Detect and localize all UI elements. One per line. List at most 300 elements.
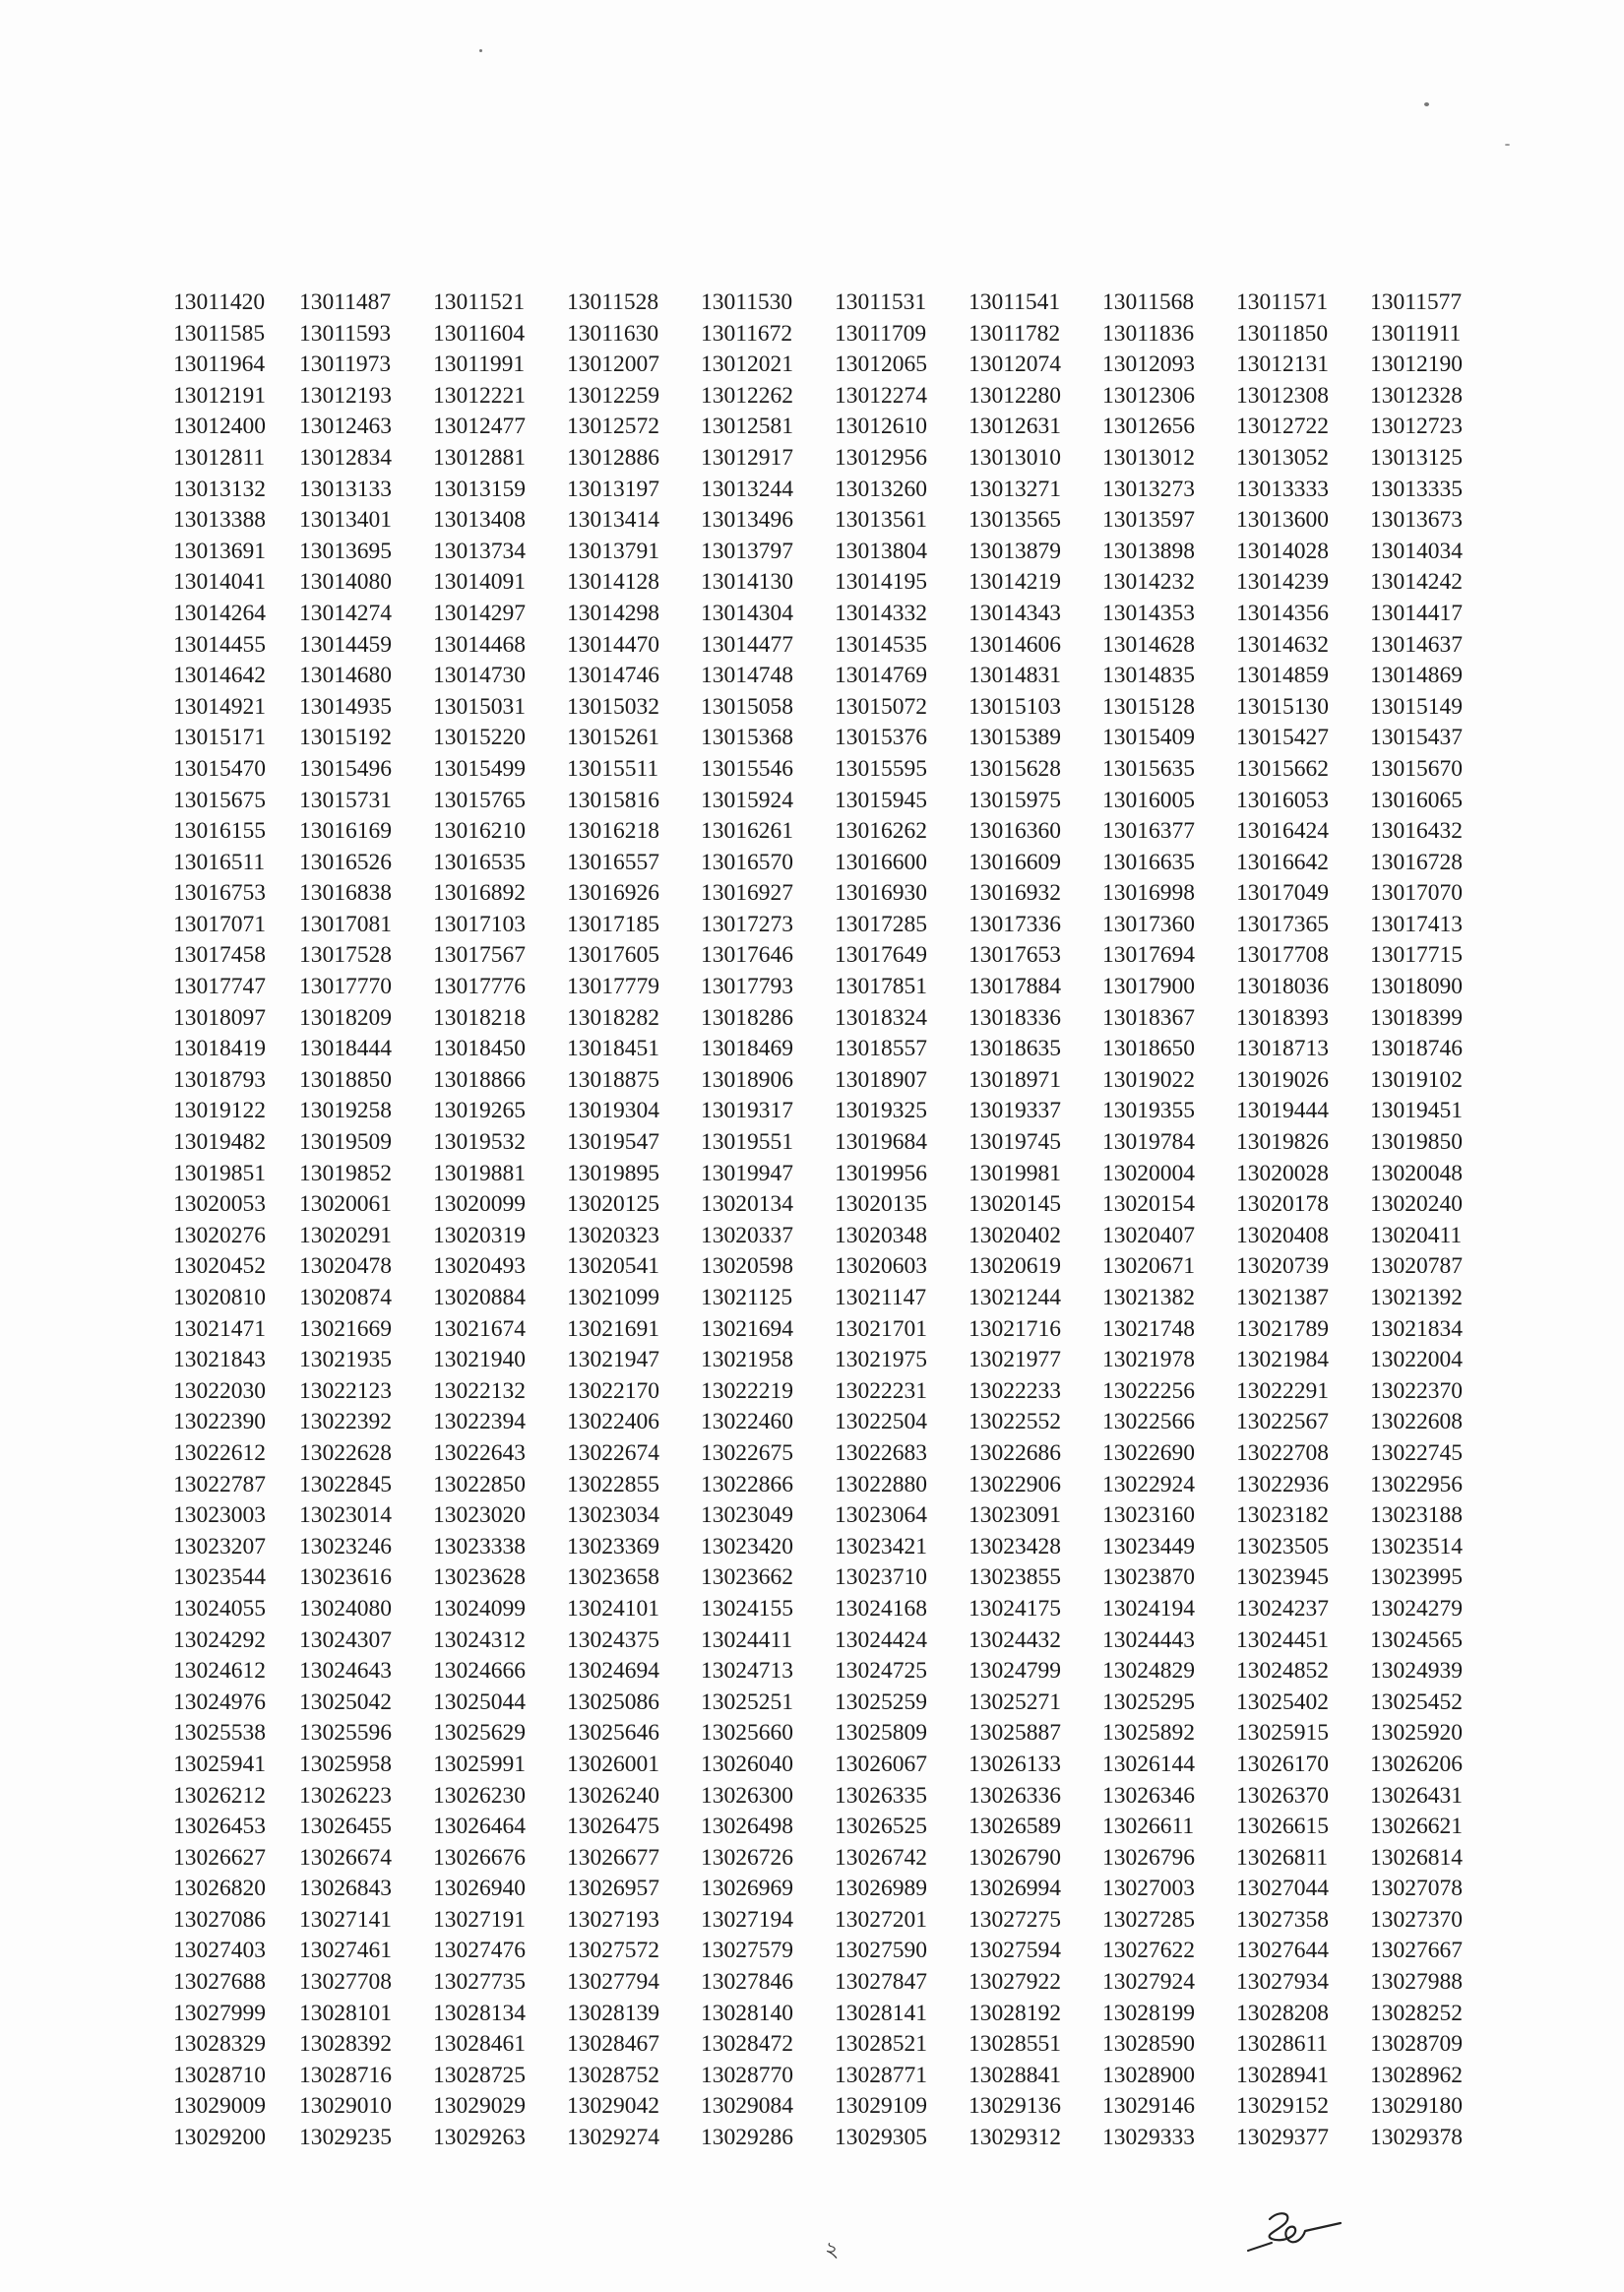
roll-number-cell: 13016169 [299,818,392,845]
roll-number-cell: 13026212 [173,1782,266,1809]
table-row [165,1189,1504,1221]
roll-number-cell: 13022219 [701,1377,793,1404]
roll-number-cell: 13012881 [433,444,526,471]
roll-number-cell: 13025251 [701,1688,793,1715]
roll-number-cell: 13021471 [173,1315,266,1342]
roll-number-cell: 13020061 [299,1191,392,1218]
roll-number-cell: 13016728 [1370,849,1463,875]
table-row [165,910,1504,941]
roll-number-cell: 13019684 [835,1129,927,1156]
roll-number-cell: 13014477 [701,631,793,658]
roll-number-cell: 13022850 [433,1471,526,1497]
roll-number-cell: 13015628 [968,755,1061,782]
roll-number-cell: 13013133 [299,476,392,502]
roll-number-cell: 13014274 [299,600,392,626]
roll-number-cell: 13017605 [567,942,659,969]
roll-number-cell: 13026223 [299,1782,392,1809]
roll-number-cell: 13015072 [835,693,927,720]
roll-number-cell: 13016838 [299,880,392,907]
roll-number-cell: 13019532 [433,1129,526,1156]
roll-number-cell: 13022924 [1102,1471,1195,1497]
table-row [165,2091,1504,2123]
page-number: ২ [825,2237,840,2261]
roll-number-cell: 13024612 [173,1658,266,1685]
roll-number-cell: 13020598 [701,1253,793,1280]
roll-number-cell: 13019551 [701,1129,793,1156]
roll-number-cell: 13027846 [701,1969,793,1996]
roll-number-cell: 13011420 [173,289,266,315]
roll-number-cell: 13025958 [299,1751,392,1777]
roll-number-cell: 13012656 [1102,414,1195,440]
roll-number-cell: 13011571 [1236,289,1329,315]
roll-number-cell: 13028770 [701,2062,793,2088]
roll-number-cell: 13013273 [1102,476,1195,502]
roll-number-cell: 13013597 [1102,507,1195,534]
roll-number-cell: 13016570 [701,849,793,875]
roll-number-cell: 13013691 [173,538,266,564]
roll-number-cell: 13028841 [968,2062,1061,2088]
roll-number-cell: 13023710 [835,1564,927,1591]
roll-number-cell: 13021935 [299,1347,392,1373]
roll-number-cell: 13018635 [968,1036,1061,1062]
table-row [165,1936,1504,1967]
roll-number-cell: 13014835 [1102,663,1195,689]
roll-number-cell: 13017365 [1236,911,1329,937]
roll-number-cell: 13012007 [567,351,659,378]
roll-number-cell: 13012917 [701,444,793,471]
roll-number-cell: 13024725 [835,1658,927,1685]
roll-number-cell: 13023995 [1370,1564,1463,1591]
roll-number-cell: 13015032 [567,693,659,720]
roll-number-cell: 13019022 [1102,1066,1195,1093]
roll-number-cell: 13020739 [1236,1253,1329,1280]
roll-number-cell: 13012193 [299,382,392,409]
roll-number-cell: 13014080 [299,569,392,596]
roll-number-cell: 13015731 [299,787,392,813]
roll-number-cell: 13029109 [835,2093,927,2120]
table-row [165,1687,1504,1719]
roll-number-cell: 13024411 [701,1626,793,1653]
roll-number-cell: 13017103 [433,911,526,937]
roll-number-cell: 13028771 [835,2062,927,2088]
roll-number-cell: 13012065 [835,351,927,378]
roll-number-cell: 13014028 [1236,538,1329,564]
roll-number-cell: 13024424 [835,1626,927,1653]
table-row [165,630,1504,662]
roll-number-cell: 13024237 [1236,1595,1329,1622]
roll-number-cell: 13018850 [299,1066,392,1093]
roll-number-cell: 13022675 [701,1439,793,1466]
roll-number-cell: 13013197 [567,476,659,502]
roll-number-cell: 13026843 [299,1876,392,1902]
roll-number-cell: 13026676 [433,1844,526,1871]
roll-number-cell: 13027999 [173,2000,266,2026]
roll-number-cell: 13022906 [968,1471,1061,1497]
roll-number-cell: 13016526 [299,849,392,875]
roll-number-cell: 13013125 [1370,444,1463,471]
table-row [165,1718,1504,1750]
roll-number-cell: 13022552 [968,1409,1061,1435]
roll-number-cell: 13015662 [1236,755,1329,782]
roll-number-cell: 13027275 [968,1906,1061,1933]
roll-number-cell: 13028140 [701,2000,793,2026]
roll-number-cell: 13021392 [1370,1285,1463,1310]
table-row [165,2123,1504,2154]
roll-number-cell: 13022132 [433,1377,526,1404]
roll-number-cell: 13020323 [567,1222,659,1248]
roll-number-cell: 13011964 [173,351,266,378]
roll-number-cell: 13022690 [1102,1439,1195,1466]
roll-number-cell: 13023091 [968,1502,1061,1529]
roll-number-cell: 13022612 [173,1439,266,1466]
roll-number-cell: 13028551 [968,2031,1061,2058]
table-row [165,1532,1504,1563]
roll-number-cell: 13020134 [701,1191,793,1218]
roll-number-cell: 13022936 [1236,1471,1329,1497]
roll-number-cell: 13026615 [1236,1814,1329,1840]
roll-number-cell: 13017273 [701,911,793,937]
roll-number-cell: 13011541 [968,289,1061,315]
roll-number-cell: 13015261 [567,725,659,751]
roll-number-cell: 13017793 [701,974,793,1000]
roll-number-cell: 13023064 [835,1502,927,1529]
roll-number-cell: 13016892 [433,880,526,907]
roll-number-cell: 13028208 [1236,2000,1329,2026]
roll-number-cell: 13029378 [1370,2125,1463,2151]
roll-number-cell: 13025538 [173,1720,266,1747]
roll-number-cell: 13026144 [1102,1751,1195,1777]
roll-number-cell: 13020319 [433,1222,526,1248]
table-row [165,1065,1504,1097]
roll-number-cell: 13026230 [433,1782,526,1809]
roll-number-cell: 13021789 [1236,1315,1329,1342]
roll-number-cell: 13011709 [835,320,927,347]
roll-number-cell: 13018451 [567,1036,659,1062]
roll-number-cell: 13012477 [433,414,526,440]
roll-number-cell: 13012274 [835,382,927,409]
roll-number-cell: 13027044 [1236,1876,1329,1902]
roll-number-cell: 13021674 [433,1315,526,1342]
roll-number-cell: 13028192 [968,2000,1061,2026]
roll-number-cell: 13018875 [567,1066,659,1093]
roll-number-cell: 13022004 [1370,1347,1463,1373]
roll-number-cell: 13023945 [1236,1564,1329,1591]
roll-number-cell: 13026790 [968,1844,1061,1871]
roll-number-cell: 13012886 [567,444,659,471]
roll-number-cell: 13015058 [701,693,793,720]
roll-number-cell: 13017776 [433,974,526,1000]
roll-number-cell: 13028461 [433,2031,526,2058]
roll-number-cell: 13013132 [173,476,266,502]
roll-number-cell: 13014041 [173,569,266,596]
roll-number-cell: 13015389 [968,725,1061,751]
roll-number-cell: 13021984 [1236,1347,1329,1373]
roll-number-cell: 13018450 [433,1036,526,1062]
roll-number-cell: 13016261 [701,818,793,845]
roll-number-cell: 13019895 [567,1160,659,1186]
roll-number-cell: 13018393 [1236,1004,1329,1031]
roll-number-cell: 13019956 [835,1160,927,1186]
roll-number-cell: 13019337 [968,1098,1061,1124]
roll-number-cell: 13017708 [1236,942,1329,969]
roll-number-cell: 13020154 [1102,1191,1195,1218]
roll-number-cell: 13012722 [1236,414,1329,440]
roll-number-cell: 13025452 [1370,1688,1463,1715]
roll-number-cell: 13020276 [173,1222,266,1248]
roll-number-cell: 13017458 [173,942,266,969]
table-row [165,319,1504,350]
roll-number-cell: 13029152 [1236,2093,1329,2120]
roll-number-cell: 13026067 [835,1751,927,1777]
roll-number-cell: 13014921 [173,693,266,720]
roll-number-cell: 13024080 [299,1595,392,1622]
roll-number-cell: 13023207 [173,1533,266,1560]
roll-number-cell: 13026455 [299,1814,392,1840]
roll-number-cell: 13020541 [567,1253,659,1280]
roll-number-cell: 13020603 [835,1253,927,1280]
roll-number-cell: 13020004 [1102,1160,1195,1186]
roll-number-cell: 13021978 [1102,1347,1195,1373]
roll-number-cell: 13014353 [1102,600,1195,626]
signature [1242,2205,1360,2255]
roll-number-cell: 13014304 [701,600,793,626]
roll-number-cell: 13026611 [1102,1814,1195,1840]
roll-number-table [165,287,1504,2154]
roll-number-cell: 13015975 [968,787,1061,813]
roll-number-cell: 13020291 [299,1222,392,1248]
roll-number-cell: 13018209 [299,1004,392,1031]
roll-number-cell: 13015409 [1102,725,1195,751]
roll-number-cell: 13015031 [433,693,526,720]
roll-number-cell: 13022231 [835,1377,927,1404]
roll-number-cell: 13025887 [968,1720,1061,1747]
roll-number-cell: 13015130 [1236,693,1329,720]
roll-number-cell: 13020874 [299,1285,392,1310]
roll-number-cell: 13012572 [567,414,659,440]
roll-number-cell: 13028101 [299,2000,392,2026]
table-row [165,599,1504,630]
roll-number-cell: 13015470 [173,755,266,782]
roll-number-cell: 13020028 [1236,1160,1329,1186]
roll-number-cell: 13015546 [701,755,793,782]
roll-number-table-body [165,287,1504,2154]
roll-number-cell: 13024666 [433,1658,526,1685]
roll-number-cell: 13022855 [567,1471,659,1497]
roll-number-cell: 13015595 [835,755,927,782]
roll-number-cell: 13027141 [299,1906,392,1933]
roll-number-cell: 13017900 [1102,974,1195,1000]
roll-number-cell: 13021387 [1236,1285,1329,1310]
roll-number-cell: 13012956 [835,444,927,471]
roll-number-cell: 13019026 [1236,1066,1329,1093]
roll-number-cell: 13020125 [567,1191,659,1218]
roll-number-cell: 13020452 [173,1253,266,1280]
roll-number-cell: 13028725 [433,2062,526,2088]
roll-number-cell: 13023020 [433,1502,526,1529]
roll-number-cell: 13014297 [433,600,526,626]
roll-number-cell: 13017528 [299,942,392,969]
roll-number-cell: 13029235 [299,2125,392,2151]
roll-number-cell: 13025596 [299,1720,392,1747]
roll-number-cell: 13017081 [299,911,392,937]
roll-number-cell: 13018906 [701,1066,793,1093]
roll-number-cell: 13017070 [1370,880,1463,907]
roll-number-cell: 13012021 [701,351,793,378]
roll-number-cell: 13014298 [567,600,659,626]
roll-number-cell: 13016635 [1102,849,1195,875]
roll-number-cell: 13013052 [1236,444,1329,471]
roll-number-cell: 13013496 [701,507,793,534]
roll-number-cell: 13026742 [835,1844,927,1871]
roll-number-cell: 13014637 [1370,631,1463,658]
table-row [165,381,1504,413]
roll-number-cell: 13026336 [968,1782,1061,1809]
roll-number-cell: 13027622 [1102,1938,1195,1964]
roll-number-cell: 13017285 [835,911,927,937]
roll-number-cell: 13014632 [1236,631,1329,658]
roll-number-cell: 13021125 [701,1285,793,1310]
roll-number-cell: 13019355 [1102,1098,1195,1124]
roll-number-cell: 13027667 [1370,1938,1463,1964]
roll-number-cell: 13023160 [1102,1502,1195,1529]
roll-number-cell: 13019265 [433,1098,526,1124]
roll-number-cell: 13022880 [835,1471,927,1497]
roll-number-cell: 13027086 [173,1906,266,1933]
roll-number-cell: 13013734 [433,538,526,564]
roll-number-cell: 13029084 [701,2093,793,2120]
table-row [165,505,1504,537]
table-row [165,1096,1504,1127]
roll-number-cell: 13022686 [968,1439,1061,1466]
roll-number-cell: 13028252 [1370,2000,1463,2026]
roll-number-cell: 13026989 [835,1876,927,1902]
roll-number-cell: 13028752 [567,2062,659,2088]
roll-number-cell: 13019444 [1236,1098,1329,1124]
roll-number-cell: 13027285 [1102,1906,1195,1933]
table-row [165,1500,1504,1532]
roll-number-cell: 13022170 [567,1377,659,1404]
roll-number-cell: 13021748 [1102,1315,1195,1342]
roll-number-cell: 13026940 [433,1876,526,1902]
roll-number-cell: 13012328 [1370,382,1463,409]
roll-number-cell: 13016535 [433,849,526,875]
roll-number-cell: 13024055 [173,1595,266,1622]
table-row [165,1376,1504,1408]
roll-number-cell: 13021940 [433,1347,526,1373]
table-row [165,786,1504,817]
roll-number-cell: 13023544 [173,1564,266,1591]
roll-number-cell: 13026040 [701,1751,793,1777]
roll-number-cell: 13018282 [567,1004,659,1031]
roll-number-cell: 13017185 [567,911,659,937]
roll-number-cell: 13018713 [1236,1036,1329,1062]
roll-number-cell: 13013333 [1236,476,1329,502]
roll-number-cell: 13014219 [968,569,1061,596]
roll-number-cell: 13016753 [173,880,266,907]
roll-number-cell: 13014455 [173,631,266,658]
roll-number-cell: 13022390 [173,1409,266,1435]
roll-number-cell: 13026170 [1236,1751,1329,1777]
roll-number-cell: 13028521 [835,2031,927,2058]
roll-number-cell: 13028716 [299,2062,392,2088]
roll-number-cell: 13025646 [567,1720,659,1747]
roll-number-cell: 13021099 [567,1285,659,1310]
table-row [165,1470,1504,1501]
table-row [165,692,1504,724]
roll-number-cell: 13014232 [1102,569,1195,596]
roll-number-cell: 13025809 [835,1720,927,1747]
roll-number-cell: 13029305 [835,2125,927,2151]
roll-number-cell: 13019852 [299,1160,392,1186]
roll-number-cell: 13026811 [1236,1844,1329,1871]
roll-number-cell: 13012306 [1102,382,1195,409]
roll-number-cell: 13025941 [173,1751,266,1777]
roll-number-cell: 13020337 [701,1222,793,1248]
roll-number-cell: 13015376 [835,725,927,751]
roll-number-cell: 13018907 [835,1066,927,1093]
roll-number-cell: 13014628 [1102,631,1195,658]
roll-number-cell: 13019451 [1370,1098,1463,1124]
roll-number-cell: 13011911 [1370,320,1462,347]
roll-number-cell: 13023182 [1236,1502,1329,1529]
roll-number-cell: 13026820 [173,1876,266,1902]
roll-number-cell: 13026475 [567,1814,659,1840]
roll-number-cell: 13023662 [701,1564,793,1591]
roll-number-cell: 13027922 [968,1969,1061,1996]
roll-number-cell: 13014459 [299,631,392,658]
roll-number-cell: 13021382 [1102,1285,1195,1310]
roll-number-cell: 13024155 [701,1595,793,1622]
roll-number-cell: 13026525 [835,1814,927,1840]
roll-number-cell: 13028590 [1102,2031,1195,2058]
roll-number-cell: 13014730 [433,663,526,689]
roll-number-cell: 13023449 [1102,1533,1195,1560]
roll-number-cell: 13022504 [835,1409,927,1435]
roll-number-cell: 13018036 [1236,974,1329,1000]
roll-number-cell: 13014470 [567,631,659,658]
roll-number-cell: 13029009 [173,2093,266,2120]
roll-number-cell: 13018336 [968,1004,1061,1031]
roll-number-cell: 13021147 [835,1285,927,1310]
table-row [165,972,1504,1003]
roll-number-cell: 13022956 [1370,1471,1463,1497]
roll-number-cell: 13025892 [1102,1720,1195,1747]
roll-number-cell: 13018367 [1102,1004,1195,1031]
roll-number-cell: 13025042 [299,1688,392,1715]
roll-number-cell: 13016210 [433,818,526,845]
roll-number-cell: 13026453 [173,1814,266,1840]
roll-number-cell: 13022683 [835,1439,927,1466]
roll-number-cell: 13018971 [968,1066,1061,1093]
roll-number-cell: 13017360 [1102,911,1195,937]
roll-number-cell: 13023003 [173,1502,266,1529]
roll-number-cell: 13012280 [968,382,1061,409]
roll-number-cell: 13011593 [299,320,392,347]
roll-number-cell: 13022566 [1102,1409,1195,1435]
roll-number-cell: 13014468 [433,631,526,658]
roll-number-cell: 13014264 [173,600,266,626]
roll-number-cell: 13023014 [299,1502,392,1529]
roll-number-cell: 13026498 [701,1814,793,1840]
roll-number-cell: 13024168 [835,1595,927,1622]
roll-number-cell: 13014242 [1370,569,1463,596]
roll-number-cell: 13013335 [1370,476,1463,502]
roll-number-cell: 13015220 [433,725,526,751]
roll-number-cell: 13012834 [299,444,392,471]
roll-number-cell: 13016005 [1102,787,1195,813]
roll-number-cell: 13012131 [1236,351,1329,378]
roll-number-cell: 13021947 [567,1347,659,1373]
